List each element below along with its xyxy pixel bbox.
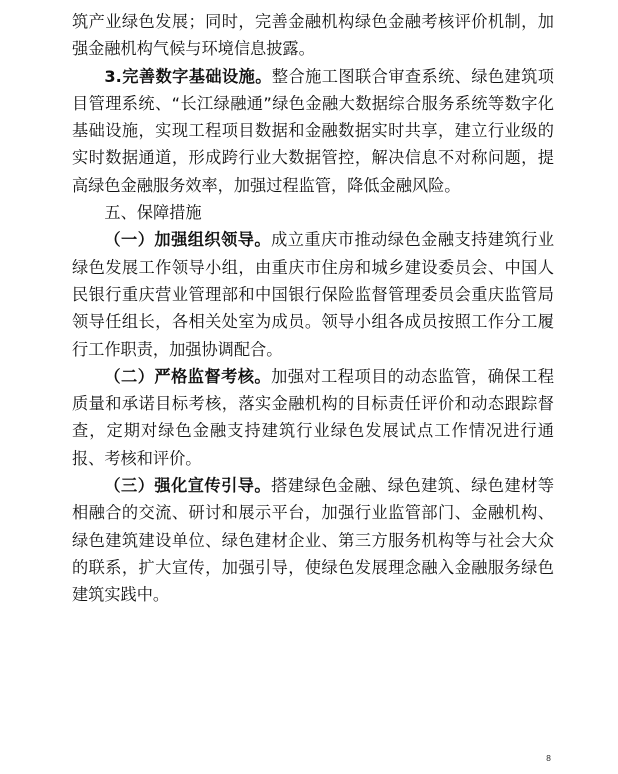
paragraph-digital-infrastructure [72, 63, 554, 199]
paragraph-continuation [72, 8, 554, 63]
paragraph-title: （三）强化宣传引导。 [104, 476, 272, 496]
paragraph-title: 3.完善数字基础设施。 [104, 66, 272, 86]
paragraph-supervision-assessment [72, 363, 554, 472]
paragraph-publicity-guidance [72, 472, 554, 608]
section-heading [72, 199, 554, 226]
paragraph-text: 搭建绿色金融、绿色建筑、绿色建材等相融合的交流、研讨和展示平台，加强行业监管部门、金融机构、绿色建筑建设单位、绿色建材企业、第三方服务机构等与社会大众的联系，扩大宣传，加强引导，使绿色发展理念融入金融服务绿色建筑实践中。 [72, 476, 555, 605]
page-number: 8 [546, 754, 552, 763]
section-heading-text: 五、保障措施 [104, 203, 202, 223]
paragraph-text: 整合施工图联合审查系统、绿色建筑项目管理系统、“长江绿融通”绿色金融大数据综合服务系统等数字化基础设施，实现工程项目数据和金融数据实时共享，建立行业级的实时数据通道，形成跨行业大数据管控，解决信息不对称问题，提高绿色金融服务效率，加强过程监管，降低金融风险。 [72, 66, 554, 195]
paragraph-text: 加强对工程项目的动态监管，确保工程质量和承诺目标考核，落实金融机构的目标责任评价和动态跟踪督查，定期对绿色金融支持建筑行业绿色发展试点工作情况进行通报、考核和评价。 [72, 366, 555, 468]
paragraph-title: （一）加强组织领导。 [104, 230, 272, 250]
paragraph-organization-leadership [72, 226, 554, 362]
paragraph-text: 筑产业绿色发展；同时，完善金融机构绿色金融考核评价机制，加强金融机构气候与环境信息披露。 [72, 12, 554, 59]
paragraph-title: （二）严格监督考核。 [104, 366, 272, 386]
body-text [72, 8, 554, 609]
paragraph-text: 成立重庆市推动绿色金融支持建筑行业绿色发展工作领导小组，由重庆市住房和城乡建设委员会、中国人民银行重庆营业管理部和中国银行保险监督管理委员会重庆监管局领导任组长，各相关处室为成员。领导小组各成员按照工作分工履行工作职责，加强协调配合。 [72, 230, 555, 359]
